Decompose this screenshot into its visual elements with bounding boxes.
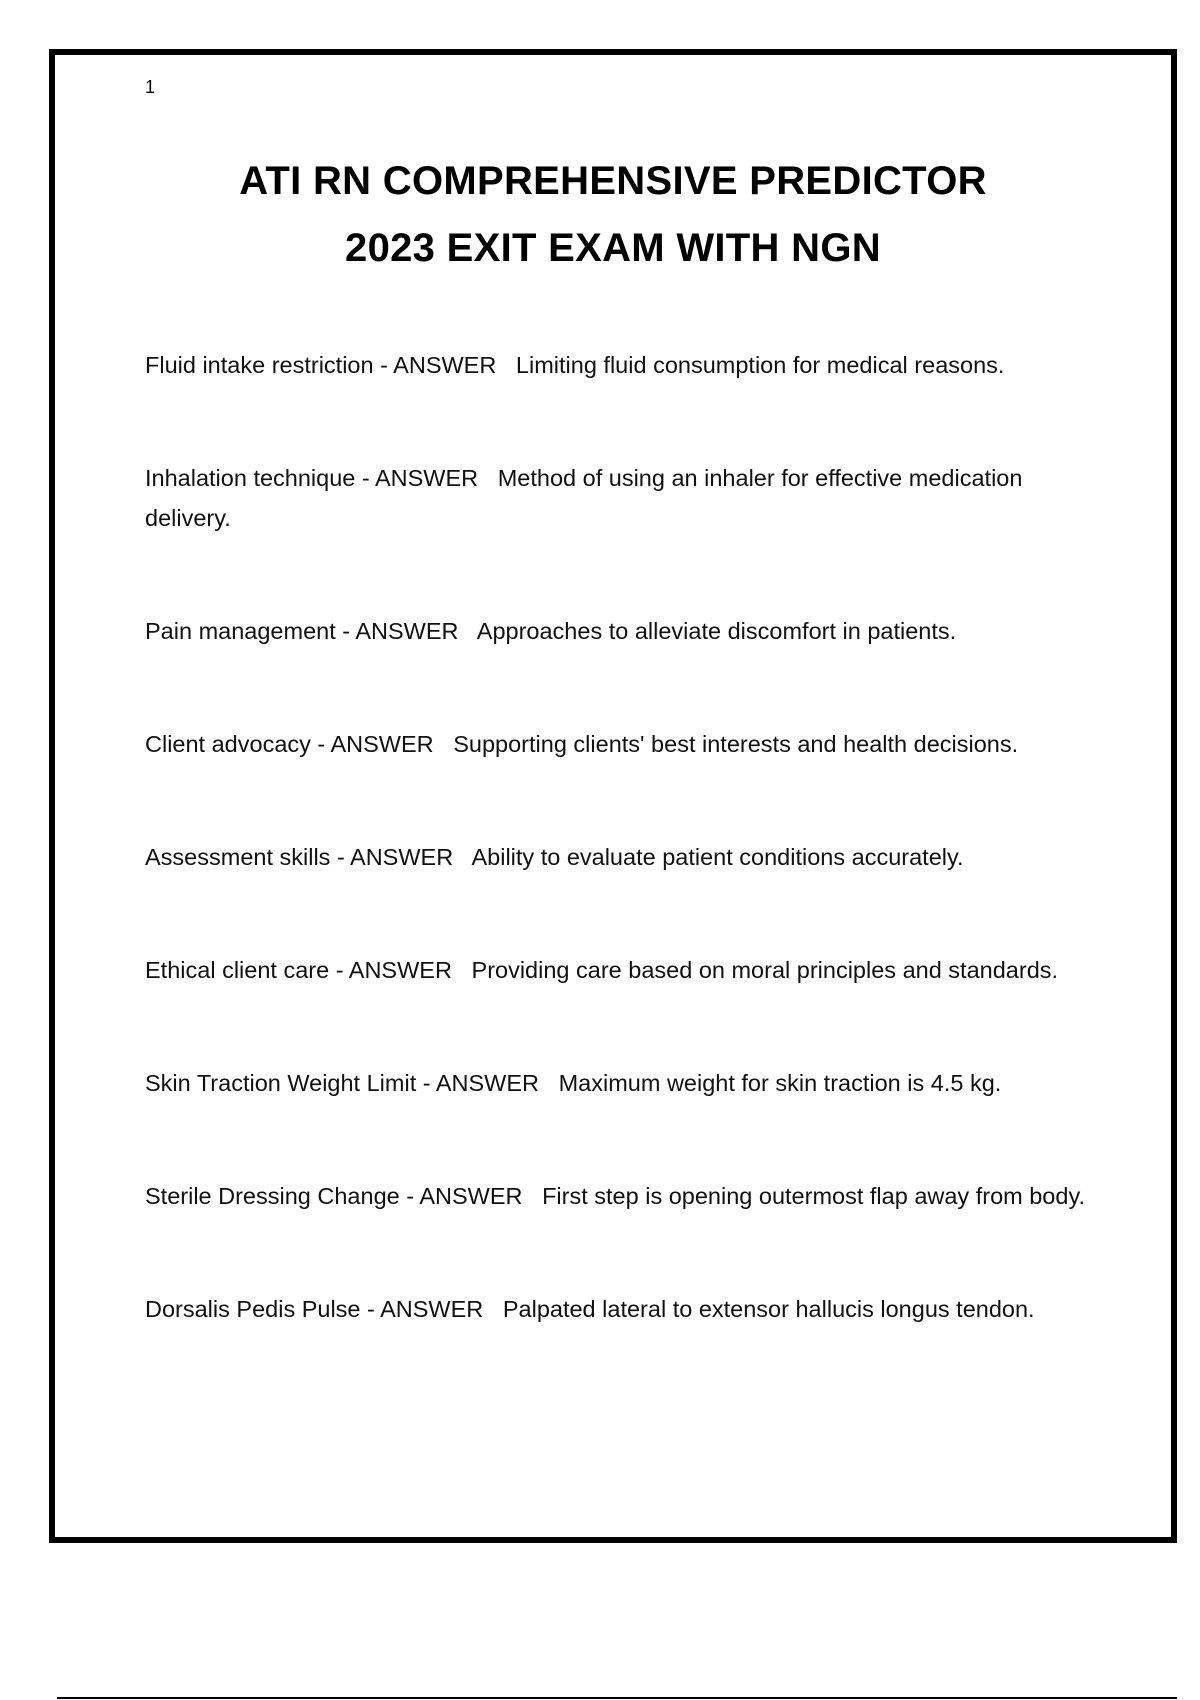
footer-divider <box>57 1697 1177 1699</box>
qa-term: Inhalation technique <box>145 465 356 491</box>
qa-entry: Skin Traction Weight Limit - ANSWER Maximum weight for skin traction is 4.5 kg. <box>145 1070 1002 1096</box>
qa-definition: First step is opening outermost flap away from body. <box>542 1183 1085 1209</box>
qa-entry: Fluid intake restriction - ANSWER Limiting fluid consumption for medical reasons. <box>145 352 1005 378</box>
qa-term: Ethical client care <box>145 957 330 983</box>
page-number: 1 <box>145 77 156 97</box>
qa-entry: Assessment skills - ANSWER Ability to evaluate patient conditions accurately. <box>145 844 964 870</box>
qa-definition: Providing care based on moral principles and standards. <box>471 957 1059 983</box>
qa-definition: Supporting clients' best interests and health decisions. <box>453 731 1019 757</box>
answer-label: ANSWER <box>355 618 459 644</box>
qa-entry: Pain management - ANSWER Approaches to alleviate discomfort in patients. <box>145 618 957 644</box>
answer-label: ANSWER <box>380 1296 484 1322</box>
qa-definition: Approaches to alleviate discomfort in patients. <box>476 618 957 644</box>
title-line-1: ATI RN COMPREHENSIVE PREDICTOR <box>239 159 987 203</box>
qa-term: Skin Traction Weight Limit <box>145 1070 417 1096</box>
qa-term: Dorsalis Pedis Pulse <box>145 1296 361 1322</box>
qa-term: Assessment skills <box>145 844 331 870</box>
qa-entry: Dorsalis Pedis Pulse - ANSWER Palpated lateral to extensor hallucis longus tendon. <box>145 1296 1035 1322</box>
qa-term: Client advocacy <box>145 731 311 757</box>
title-line-2: 2023 EXIT EXAM WITH NGN <box>345 226 881 270</box>
qa-list <box>145 345 1105 1329</box>
qa-definition: Maximum weight for skin traction is 4.5 kg. <box>558 1070 1002 1096</box>
answer-label: ANSWER <box>350 844 454 870</box>
qa-definition: Method of using an inhaler for effective medication delivery. <box>145 465 1029 531</box>
qa-definition: Ability to evaluate patient conditions accurately. <box>471 844 964 870</box>
answer-label: ANSWER <box>419 1183 523 1209</box>
qa-term: Sterile Dressing Change <box>145 1183 400 1209</box>
qa-term: Fluid intake restriction <box>145 352 374 378</box>
qa-definition: Limiting fluid consumption for medical reasons. <box>515 352 1005 378</box>
answer-label: ANSWER <box>374 465 479 491</box>
qa-definition: Palpated lateral to extensor hallucis longus tendon. <box>502 1296 1035 1322</box>
answer-label: ANSWER <box>435 1070 539 1096</box>
qa-entry: Inhalation technique - ANSWER Method of using an inhaler for effective medication delivery. <box>145 465 1029 531</box>
answer-label: ANSWER <box>348 957 452 983</box>
qa-entry: Client advocacy - ANSWER Supporting clients' best interests and health decisions. <box>145 731 1019 757</box>
qa-term: Pain management <box>145 618 336 644</box>
qa-entry: Sterile Dressing Change - ANSWER First step is opening outermost flap away from body. <box>145 1183 1085 1209</box>
qa-entry: Ethical client care - ANSWER Providing care based on moral principles and standards. <box>145 957 1059 983</box>
answer-label: ANSWER <box>330 731 434 757</box>
document-title <box>49 148 1177 282</box>
answer-label: ANSWER <box>393 352 497 378</box>
